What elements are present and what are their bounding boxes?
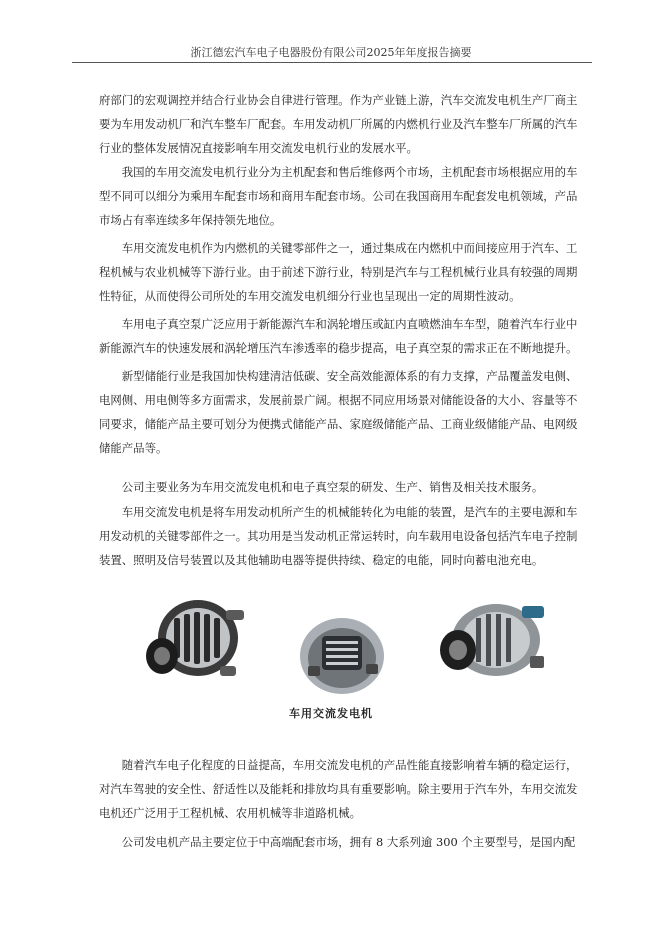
alternator-photo-1 [140, 590, 252, 690]
text-line: 行业的整体发展情况直接影响车用交流发电机行业的发展水平。 [99, 141, 418, 155]
text-line: 储能产品等。 [99, 441, 168, 455]
paragraph-4 [99, 312, 592, 360]
text-line: 对汽车驾驶的安全性、舒适性以及能耗和排放均具有重要影响。除主要用于汽车外，车用交流发 [99, 782, 578, 796]
paragraph-8 [99, 753, 592, 825]
text-line: 用发动机的关键零部件之一。其功用是当发动机正常运转时，向车载用电设备包括汽车电子控制 [99, 529, 578, 543]
paragraph-6 [99, 475, 592, 499]
text-line: 随着汽车电子化程度的日益提高，车用交流发电机的产品性能直接影响着车辆的稳定运行， [99, 758, 578, 772]
text-line: 市场占有率连续多年保持领先地位。 [99, 213, 282, 227]
text-line: 装置、照明及信号装置以及其他辅助电器等提供持续、稳定的电能，同时向蓄电池充电。 [99, 553, 544, 567]
text-line: 程机械与农业机械等下游行业。由于前述下游行业，特别是汽车与工程机械行业具有较强的周期 [99, 265, 578, 279]
paragraph-3 [99, 236, 592, 308]
text-line: 我国的车用交流发电机行业分为主机配套和售后维修两个市场，主机配套市场根据应用的车 [99, 165, 578, 179]
text-line: 性特征，从而使得公司所处的车用交流发电机细分行业也呈现出一定的周期性波动。 [99, 289, 521, 303]
alternator-photo-3 [432, 596, 550, 688]
paragraph-7 [99, 500, 592, 572]
text-line: 车用交流发电机是将车用发动机所产生的机械能转化为电能的装置，是汽车的主要电源和车 [99, 505, 578, 519]
paragraph-2 [99, 160, 592, 232]
text-line: 新型储能行业是我国加快构建清洁低碳、安全高效能源体系的有力支撑，产品覆盖发电侧、 [99, 369, 578, 383]
header-rule [72, 62, 592, 63]
page-header: 浙江德宏汽车电子电器股份有限公司2025年年度报告摘要 [190, 46, 472, 59]
alternator-photo-2 [294, 608, 390, 696]
text-line: 公司主要业务为车用交流发电机和电子真空泵的研发、生产、销售及相关技术服务。 [99, 480, 544, 494]
paragraph-5 [99, 364, 592, 460]
paragraph-1 [99, 88, 592, 160]
figure-caption: 车用交流发电机 [289, 707, 373, 720]
text-line: 电机还广泛用于工程机械、农用机械等非道路机械。 [99, 806, 361, 820]
text-line: 型不同可以细分为乘用车配套市场和商用车配套市场。公司在我国商用车配套发电机领域，产品 [99, 189, 578, 203]
text-line: 车用交流发电机作为内燃机的关键零部件之一，通过集成在内燃机中而间接应用于汽车、工 [99, 241, 578, 255]
text-line: 府部门的宏观调控并结合行业协会自律进行管理。作为产业链上游，汽车交流发电机生产厂商主 [99, 93, 578, 107]
text-line: 电网侧、用电侧等多方面需求，发展前景广阔。根据不同应用场景对储能设备的大小、容量等不 [99, 393, 578, 407]
text-line: 要为车用发动机厂和汽车整车厂配套。车用发动机厂所属的内燃机行业及汽车整车厂所属的汽车 [99, 117, 578, 131]
text-line: 车用电子真空泵广泛应用于新能源汽车和涡轮增压或缸内直喷燃油车车型，随着汽车行业中 [99, 317, 578, 331]
text-line: 公司发电机产品主要定位于中高端配套市场，拥有 8 大系列逾 300 个主要型号，是国内配 [99, 835, 576, 849]
text-line: 同要求，储能产品主要可划分为便携式储能产品、家庭级储能产品、工商业级储能产品、电网级 [99, 417, 578, 431]
paragraph-9 [99, 830, 592, 854]
text-line: 新能源汽车的快速发展和涡轮增压汽车渗透率的稳步提高，电子真空泵的需求正在不断地提升。 [99, 341, 578, 355]
